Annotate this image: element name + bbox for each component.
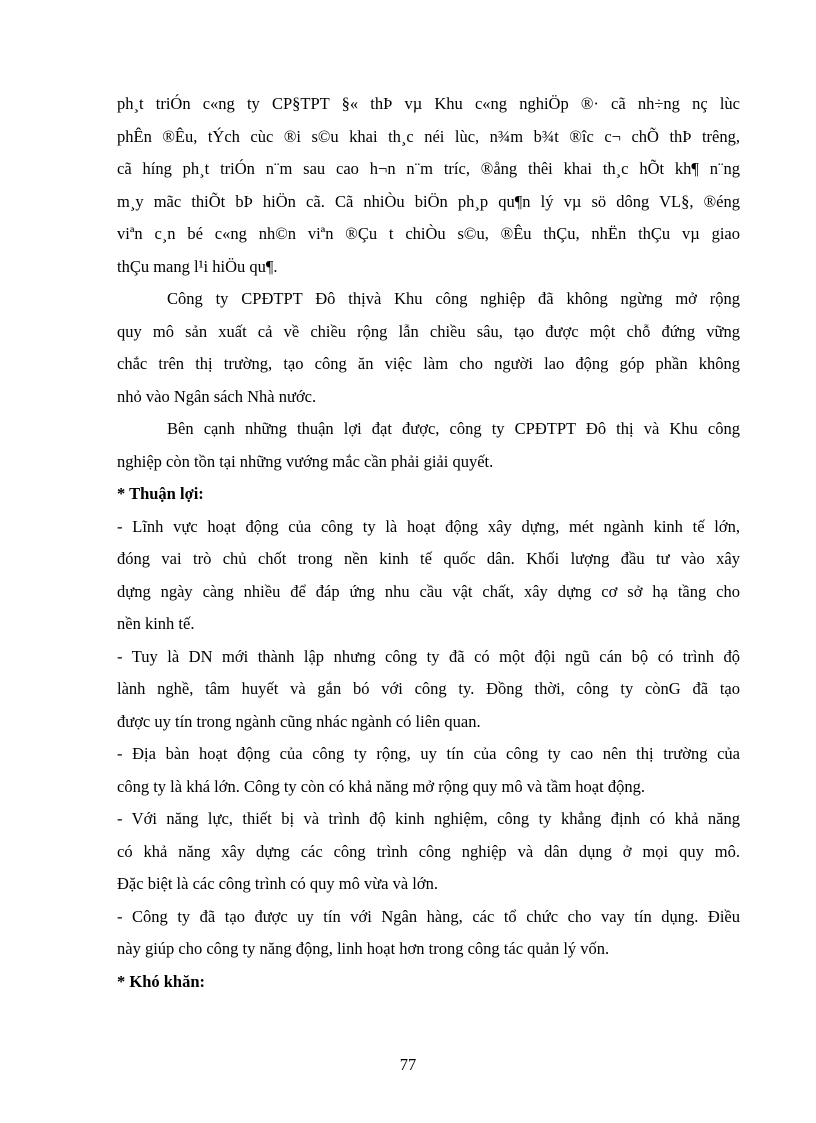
text-line: cã híng ph¸t triÓn n¨m sau cao h¬n n¨m tríc, ®ång thêi khai th¸c hÕt kh¶ n¨ng bbox=[117, 159, 740, 178]
text-line: chắc trên thị trường, tạo công ăn việc làm cho người lao động góp phần không bbox=[117, 354, 740, 373]
text-line: - Với năng lực, thiết bị và trình độ kinh nghiệm, công ty khẳng định có khả năng bbox=[117, 809, 740, 828]
text-line: lành nghề, tâm huyết và gắn bó với công ty. Đồng thời, công ty cònG đã tạo bbox=[117, 679, 740, 698]
text-line: có khả năng xây dựng các công trình công nghiệp và dân dụng ở mọi quy mô. bbox=[117, 841, 740, 861]
text-line: nền kinh tế. bbox=[117, 614, 195, 633]
text-line: ph¸t triÓn c«ng ty CP§TPT §« thÞ vµ Khu c«ng nghiÖp ®· cã nh÷ng nç lùc bbox=[117, 94, 740, 113]
text-line: - Địa bàn hoạt động của công ty rộng, uy tín của công ty cao nên thị trường của bbox=[117, 744, 740, 763]
text-line: đóng vai trò chủ chốt trong nền kinh tế quốc dân. Khối lượng đầu tư vào xây bbox=[117, 549, 740, 568]
text-line: - Công ty đã tạo được uy tín với Ngân hàng, các tổ chức cho vay tín dụng. Điều bbox=[117, 906, 740, 926]
text-line: thÇu mang l¹i hiÖu qu¶. bbox=[117, 256, 278, 276]
advantage-item bbox=[117, 803, 740, 901]
text-line: Công ty CPĐTPT Đô thịvà Khu công nghiệp đã không ngừng mở rộng bbox=[167, 289, 740, 308]
text-line: nhỏ vào Ngân sách Nhà nước. bbox=[117, 386, 317, 406]
text-line: công ty là khá lớn. Công ty còn có khả năng mở rộng quy mô và tầm hoạt động. bbox=[117, 776, 645, 796]
paragraph-company-growth bbox=[117, 283, 740, 413]
text-line: được uy tín trong ngành cũng nhác ngành có liên quan. bbox=[117, 711, 481, 731]
text-line: nghiệp còn tồn tại những vướng mắc cần phải giải quyết. bbox=[117, 451, 494, 471]
text-line: Đặc biệt là các công trình có quy mô vừa và lớn. bbox=[117, 874, 438, 893]
text-line: - Lĩnh vực hoạt động của công ty là hoạt động xây dựng, mét ngành kinh tế lớn, bbox=[117, 516, 740, 536]
text-line: quy mô sản xuất cả về chiều rộng lẫn chiều sâu, tạo được một chỗ đứng vững bbox=[117, 321, 740, 341]
page-number: 77 bbox=[399, 1055, 417, 1074]
text-line: phÊn ®Êu, tÝch cùc ®i s©u khai th¸c néi lùc, n¾m b¾t ®îc c¬ chÕ thÞ trêng, bbox=[117, 126, 740, 146]
advantage-item bbox=[117, 511, 740, 641]
text-line: - Tuy là DN mới thành lập nhưng công ty đã có một đội ngũ cán bộ có trình độ bbox=[117, 646, 740, 666]
heading-text: * Khó khăn: bbox=[117, 971, 206, 991]
advantage-item bbox=[117, 738, 740, 803]
text-line: m¸y mãc thiÕt bÞ hiÖn cã. Cã nhiÒu biÖn ph¸p qu¶n lý vµ sö dông VL§, ®éng bbox=[117, 191, 740, 211]
text-line: Bên cạnh những thuận lợi đạt được, công ty CPĐTPT Đô thị và Khu công bbox=[167, 419, 740, 438]
heading-text: * Thuận lợi: bbox=[117, 484, 204, 503]
advantage-item bbox=[117, 901, 740, 966]
advantage-item bbox=[117, 641, 740, 739]
paragraph-legacy-encoding bbox=[117, 88, 740, 283]
text-line: này giúp cho công ty năng động, linh hoạt hơn trong công tác quản lý vốn. bbox=[117, 939, 610, 958]
section-heading-advantages bbox=[117, 478, 740, 511]
paragraph-issues-intro bbox=[117, 413, 740, 478]
section-heading-difficulties bbox=[117, 966, 740, 999]
text-line: viªn c¸n bé c«ng nh©n viªn ®Çu t chiÒu s©u, ®Êu thÇu, nhËn thÇu vµ giao bbox=[117, 224, 740, 243]
page-body bbox=[117, 88, 740, 998]
text-line: dựng ngày càng nhiều để đáp ứng nhu cầu vật chất, xây dựng cơ sở hạ tầng cho bbox=[117, 581, 740, 601]
